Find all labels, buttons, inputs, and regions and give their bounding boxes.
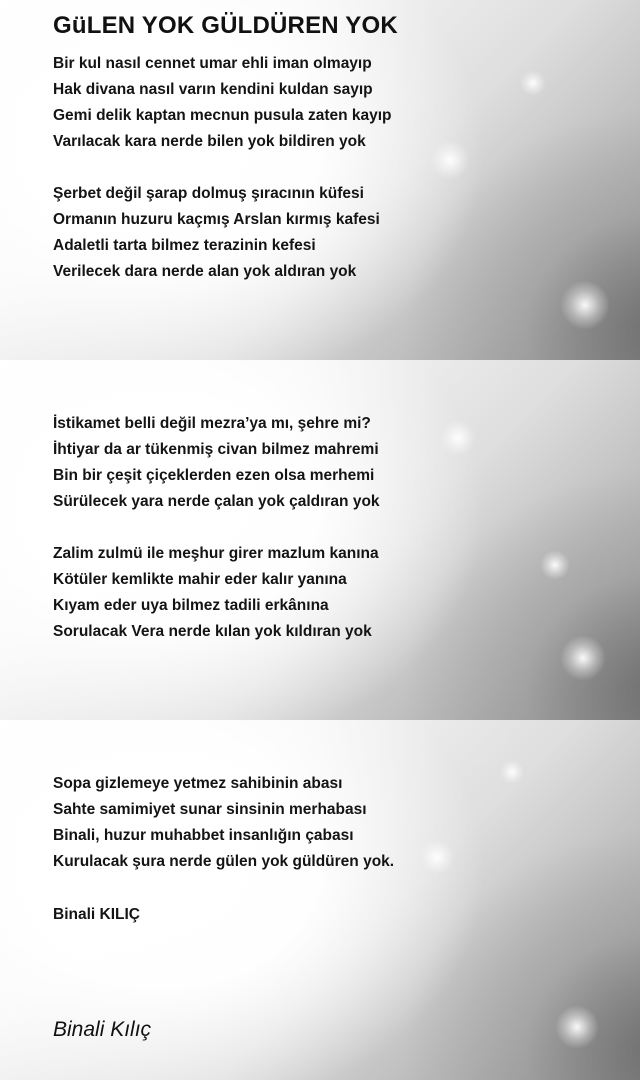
poem-line: Adaletli tarta bilmez terazinin kefesi <box>53 237 316 254</box>
bokeh-light <box>520 70 546 96</box>
poem-title: GüLEN YOK GÜLDÜREN YOK <box>53 12 398 39</box>
bokeh-light <box>540 550 570 580</box>
poem-line: Sopa gizlemeye yetmez sahibinin abası <box>53 775 343 792</box>
poem-line: Verilecek dara nerde alan yok aldıran yok <box>53 263 357 280</box>
author-signature: Binali Kılıç <box>53 1018 152 1041</box>
stanza-5 <box>53 771 394 875</box>
poem-line: İstikamet belli değil mezra’ya mı, şehre mi? <box>53 415 371 432</box>
poem-line: Kurulacak şura nerde gülen yok güldüren yok. <box>53 853 395 870</box>
poem-line: Ormanın huzuru kaçmış Arslan kırmış kafesi <box>53 211 380 228</box>
poem-line: Gemi delik kaptan mecnun pusula zaten kayıp <box>53 107 392 124</box>
bokeh-light <box>430 140 470 180</box>
poem-line: Kıyam eder uya bilmez tadili erkânına <box>53 597 329 614</box>
poem-line: Zalim zulmü ile meşhur girer mazlum kanına <box>53 545 379 562</box>
stanza-3 <box>53 411 380 515</box>
poem-line: Sürülecek yara nerde çalan yok çaldıran yok <box>53 493 380 510</box>
poem-line: Varılacak kara nerde bilen yok bildiren yok <box>53 133 366 150</box>
poem-line: Bin bir çeşit çiçeklerden ezen olsa merhemi <box>53 467 375 484</box>
poem-line: İhtiyar da ar tükenmiş civan bilmez mahremi <box>53 441 379 458</box>
stanza-1 <box>53 51 392 155</box>
poem-line: Şerbet değil şarap dolmuş şıracının küfesi <box>53 185 364 202</box>
poem-line: Sorulacak Vera nerde kılan yok kıldıran yok <box>53 623 372 640</box>
poem-panel-3 <box>0 720 640 1080</box>
poem-line: Hak divana nasıl varın kendini kuldan sayıp <box>53 81 373 98</box>
poem-line: Binali, huzur muhabbet insanlığın çabası <box>53 827 354 844</box>
bokeh-light <box>560 635 606 681</box>
bokeh-light <box>555 1005 599 1049</box>
author-name: Binali KILIÇ <box>53 906 140 923</box>
bokeh-light <box>440 420 476 456</box>
bokeh-light <box>500 760 524 784</box>
poem-line: Bir kul nasıl cennet umar ehli iman olmayıp <box>53 55 372 72</box>
poem-panel-1 <box>0 0 640 360</box>
bokeh-light <box>560 280 610 330</box>
bokeh-light <box>420 840 454 874</box>
poem-panel-2 <box>0 360 640 720</box>
poem-line: Sahte samimiyet sunar sinsinin merhabası <box>53 801 367 818</box>
poem-line: Kötüler kemlikte mahir eder kalır yanına <box>53 571 347 588</box>
stanza-4 <box>53 541 379 645</box>
stanza-2 <box>53 181 380 285</box>
